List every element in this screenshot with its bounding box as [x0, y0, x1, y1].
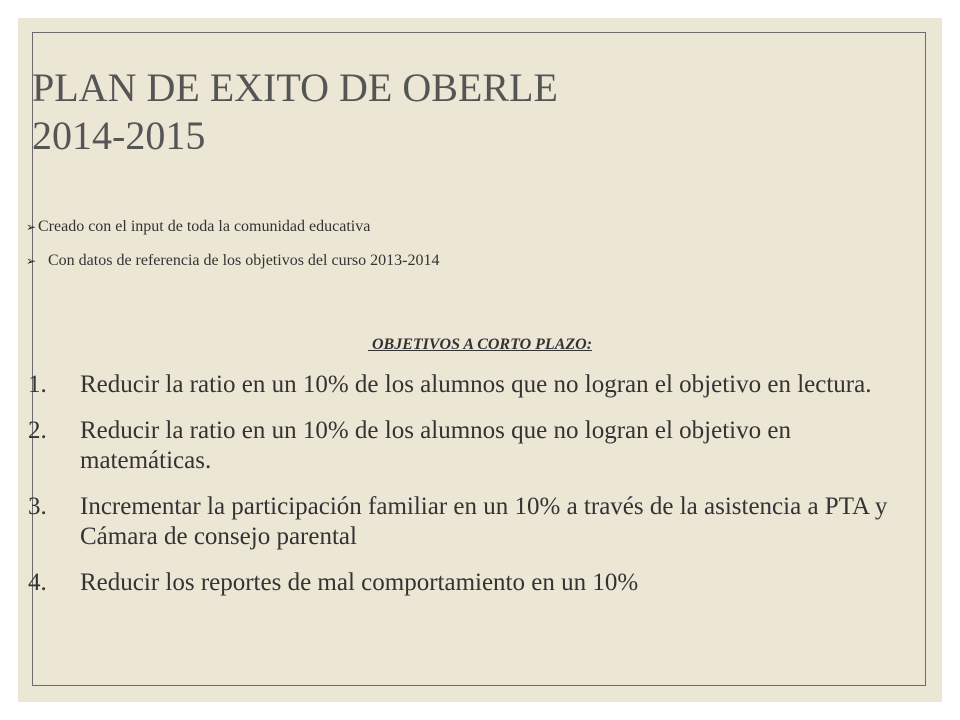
intro-bullet-text: Con datos de referencia de los objetivos del curso 2013-2014: [48, 252, 440, 269]
objective-item: [28, 492, 928, 552]
objective-text: Reducir la ratio en un 10% de los alumnos que no logran el objetivo en lectura.: [80, 371, 872, 398]
objective-number: 3.: [28, 493, 47, 520]
title-line-1: PLAN DE EXITO DE OBERLE: [32, 65, 558, 110]
arrow-bullet-icon: ➢: [26, 254, 37, 268]
objective-item: [28, 416, 928, 476]
page-title: [32, 64, 892, 160]
objective-text: Reducir los reportes de mal comportamiento en un 10%: [80, 569, 639, 596]
intro-bullet-text: Creado con el input de toda la comunidad educativa: [38, 218, 371, 235]
objectives-list: [28, 370, 928, 614]
objective-item: [28, 568, 928, 598]
objective-number: 4.: [28, 569, 47, 596]
title-line-2: 2014-2015: [32, 113, 206, 158]
objective-number: 2.: [28, 417, 47, 444]
intro-bullet-item: [26, 216, 906, 238]
arrow-bullet-icon: ➢: [26, 220, 37, 234]
intro-bullet-item: [26, 250, 906, 272]
intro-bullet-list: [26, 216, 906, 272]
objective-text: Reducir la ratio en un 10% de los alumnos que no logran el objetivo en matemáticas.: [80, 417, 791, 474]
objectives-heading: OBJETIVOS A CORTO PLAZO:: [367, 336, 593, 353]
objective-text: Incrementar la participación familiar en un 10% a través de la asistencia a PTA y Cámara de consejo parental: [80, 493, 888, 550]
objective-number: 1.: [28, 371, 47, 398]
slide: [18, 18, 942, 702]
objective-item: [28, 370, 928, 400]
